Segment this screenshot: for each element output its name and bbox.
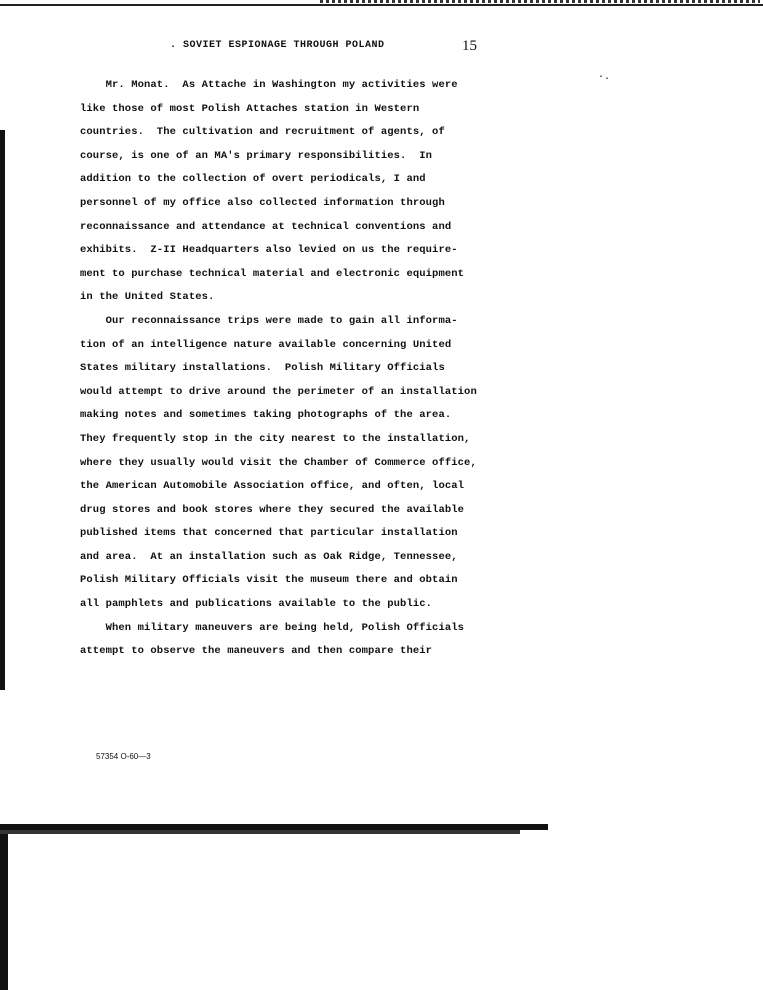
- text-line: tion of an intelligence nature available concerning United: [80, 338, 452, 351]
- text-line: States military installations. Polish Military Officials: [80, 362, 445, 375]
- text-line: countries. The cultivation and recruitment of agents, of: [80, 126, 445, 139]
- text-line: When military maneuvers are being held, Polish Officials: [80, 621, 465, 634]
- page-number: 15: [462, 38, 477, 54]
- running-title: . SOVIET ESPIONAGE THROUGH POLAND: [170, 40, 385, 51]
- text-line: addition to the collection of overt periodicals, I and: [80, 173, 426, 186]
- text-line: reconnaissance and attendance at technical conventions and: [80, 220, 452, 233]
- text-line: Mr. Monat. As Attache in Washington my activities were: [80, 79, 458, 91]
- text-line: making notes and sometimes taking photographs of the area.: [80, 409, 452, 422]
- text-line: like those of most Polish Attaches station in Western: [80, 102, 420, 115]
- text-line: drug stores and book stores where they secured the available: [80, 503, 465, 516]
- body-text: [80, 74, 480, 664]
- text-line: Our reconnaissance trips were made to gain all informa-: [80, 314, 458, 327]
- text-line: where they usually would visit the Chamber of Commerce office,: [80, 456, 477, 469]
- text-line: and area. At an installation such as Oak Ridge, Tennessee,: [80, 550, 458, 563]
- bottom-scan-band-shadow: [0, 830, 520, 834]
- text-line: course, is one of an MA's primary responsibilities. In: [80, 149, 433, 162]
- text-line: would attempt to drive around the perimeter of an installation: [80, 385, 477, 398]
- scan-speck: ·.: [598, 72, 611, 83]
- text-line: all pamphlets and publications available to the public.: [80, 598, 433, 611]
- bottom-left-scan-edge: [0, 834, 8, 990]
- text-line: published items that concerned that particular installation: [80, 527, 458, 540]
- top-scan-edge: [0, 4, 763, 6]
- text-line: Polish Military Officials visit the museum there and obtain: [80, 574, 458, 587]
- text-line: They frequently stop in the city nearest to the installation,: [80, 432, 471, 445]
- print-code: 57354 O-60—3: [96, 752, 151, 761]
- text-line: in the United States.: [80, 291, 215, 304]
- text-line: exhibits. Z-II Headquarters also levied on us the require-: [80, 244, 458, 257]
- left-scan-edge: [0, 130, 5, 690]
- text-line: the American Automobile Association office, and often, local: [80, 480, 465, 493]
- top-scan-artifact: [320, 0, 760, 3]
- text-line: personnel of my office also collected information through: [80, 196, 445, 209]
- text-line: attempt to observe the maneuvers and then compare their: [80, 645, 433, 658]
- text-line: ment to purchase technical material and electronic equipment: [80, 267, 465, 280]
